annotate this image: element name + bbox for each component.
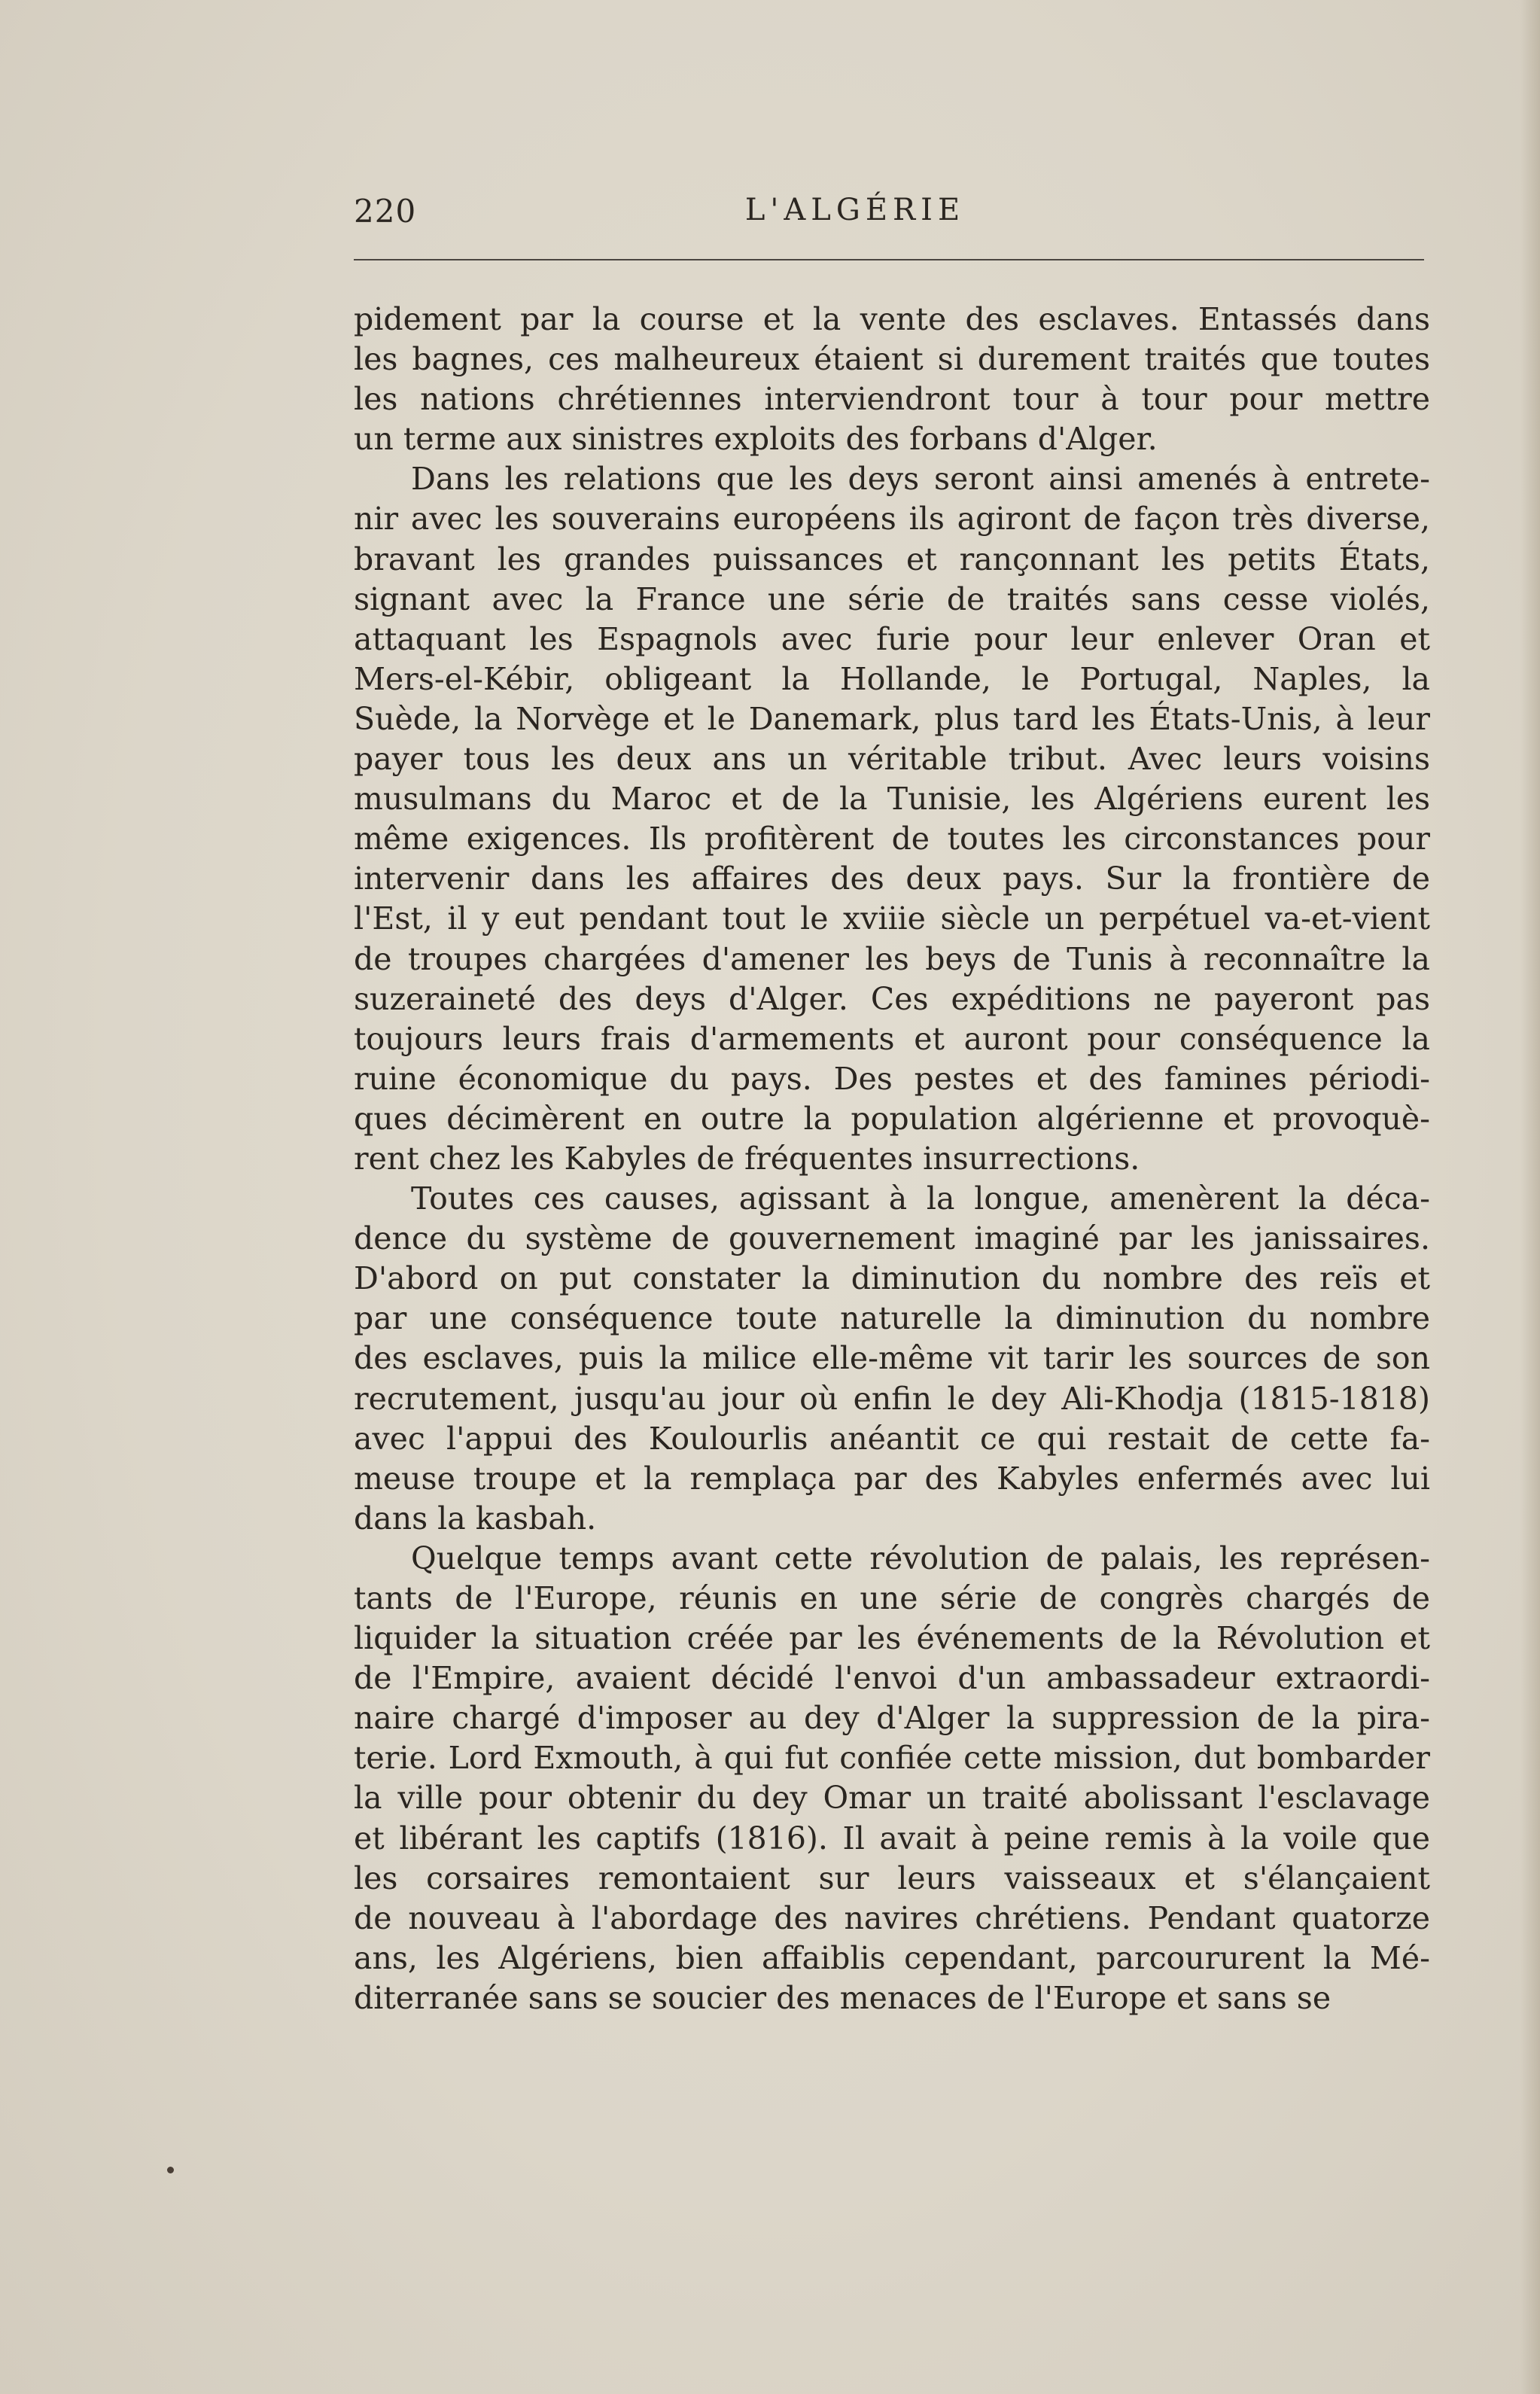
text-line: Quelque temps avant cette révolution de palais, les représen- xyxy=(411,1540,1430,1576)
text-line: bravant les grandes puissances et rançonnant les petits États, xyxy=(354,541,1430,577)
text-line: et libérant les captifs (1816). Il avait à peine remis à la voile que xyxy=(354,1820,1430,1856)
text-line: pidement par la course et la vente des esclaves. Entassés dans xyxy=(354,301,1430,337)
text-line: nir avec les souverains européens ils agiront de façon très diverse, xyxy=(354,501,1430,538)
paragraph xyxy=(354,300,1430,459)
text-line: payer tous les deux ans un véritable tribut. Avec leurs voisins xyxy=(354,741,1430,778)
text-line: la ville pour obtenir du dey Omar un traité abolissant l'esclavage xyxy=(354,1780,1430,1817)
text-line: même exigences. Ils profitèrent de toutes les circonstances pour xyxy=(354,821,1430,857)
text-line: Toutes ces causes, agissant à la longue, amenèrent la déca- xyxy=(411,1180,1430,1217)
header-rule xyxy=(354,259,1424,260)
text-line: Suède, la Norvège et le Danemark, plus tard les États-Unis, à leur xyxy=(354,700,1430,737)
text-line: intervenir dans les affaires des deux pays. Sur la frontière de xyxy=(354,860,1430,897)
text-line: dans la kasbah. xyxy=(354,1500,597,1537)
ink-speck xyxy=(167,2167,174,2173)
text-line: tants de l'Europe, réunis en une série de congrès chargés de xyxy=(354,1580,1430,1616)
page-header xyxy=(354,193,1424,238)
text-line: naire chargé d'imposer au dey d'Alger la suppression de la pira- xyxy=(354,1700,1430,1737)
page-edge-shadow xyxy=(1520,0,1540,2394)
text-line: ques décimèrent en outre la population algérienne et provoquè- xyxy=(354,1100,1430,1137)
text-line: toujours leurs frais d'armements et auront pour conséquence la xyxy=(354,1020,1430,1057)
paragraph xyxy=(354,1179,1430,1539)
text-line: diterranée sans se soucier des menaces de l'Europe et sans se xyxy=(354,1979,1332,2016)
text-line: liquider la situation créée par les événements de la Révolution et xyxy=(354,1620,1430,1657)
text-line: Dans les relations que les deys seront ainsi amenés à entrete- xyxy=(411,461,1430,498)
text-line: l'Est, il y eut pendant tout le xviiie siècle un perpétuel va-et-vient xyxy=(354,900,1430,937)
text-line: ans, les Algériens, bien affaiblis cependant, parcoururent la Mé- xyxy=(354,1939,1430,1976)
paragraph xyxy=(354,1539,1430,2018)
text-line: ruine économique du pays. Des pestes et des famines périodi- xyxy=(354,1060,1430,1097)
text-line: Mers-el-Kébir, obligeant la Hollande, le Portugal, Naples, la xyxy=(354,660,1430,697)
text-line: rent chez les Kabyles de fréquentes insurrections. xyxy=(354,1140,1140,1177)
text-line: les nations chrétiennes interviendront tour à tour pour mettre xyxy=(354,381,1430,418)
text-line: attaquant les Espagnols avec furie pour leur enlever Oran et xyxy=(354,620,1430,657)
text-line: de troupes chargées d'amener les beys de Tunis à reconnaître la xyxy=(354,940,1430,977)
paragraph xyxy=(354,459,1430,1179)
text-line: terie. Lord Exmouth, à qui fut confiée cette mission, dut bombarder xyxy=(354,1740,1430,1777)
text-line: les corsaires remontaient sur leurs vaisseaux et s'élançaient xyxy=(354,1859,1430,1896)
body-text xyxy=(354,300,1430,2018)
text-line: suzeraineté des deys d'Alger. Ces expéditions ne payeront pas xyxy=(354,980,1430,1017)
text-line: D'abord on put constater la diminution du nombre des reïs et xyxy=(354,1260,1430,1297)
text-line: meuse troupe et la remplaça par des Kabyles enfermés avec lui xyxy=(354,1460,1430,1497)
text-line: les bagnes, ces malheureux étaient si durement traités que toutes xyxy=(354,341,1430,378)
text-line: musulmans du Maroc et de la Tunisie, les Algériens eurent les xyxy=(354,781,1430,818)
text-line: avec l'appui des Koulourlis anéantit ce qui restait de cette fa- xyxy=(354,1420,1430,1457)
text-line: recrutement, jusqu'au jour où enfin le dey Ali-Khodja (1815-1818) xyxy=(354,1380,1430,1417)
text-line: de nouveau à l'abordage des navires chrétiens. Pendant quatorze xyxy=(354,1899,1430,1936)
text-line: un terme aux sinistres exploits des forbans d'Alger. xyxy=(354,421,1158,458)
text-line: signant avec la France une série de traités sans cesse violés, xyxy=(354,580,1430,617)
text-line: des esclaves, puis la milice elle-même vit tarir les sources de son xyxy=(354,1340,1430,1377)
text-line: dence du système de gouvernement imaginé par les janissaires. xyxy=(354,1220,1430,1257)
running-title: L'ALGÉRIE xyxy=(744,193,966,227)
page-number: 220 xyxy=(354,193,417,230)
text-line: de l'Empire, avaient décidé l'envoi d'un ambassadeur extraordi- xyxy=(354,1660,1430,1697)
text-line: par une conséquence toute naturelle la diminution du nombre xyxy=(354,1300,1430,1337)
